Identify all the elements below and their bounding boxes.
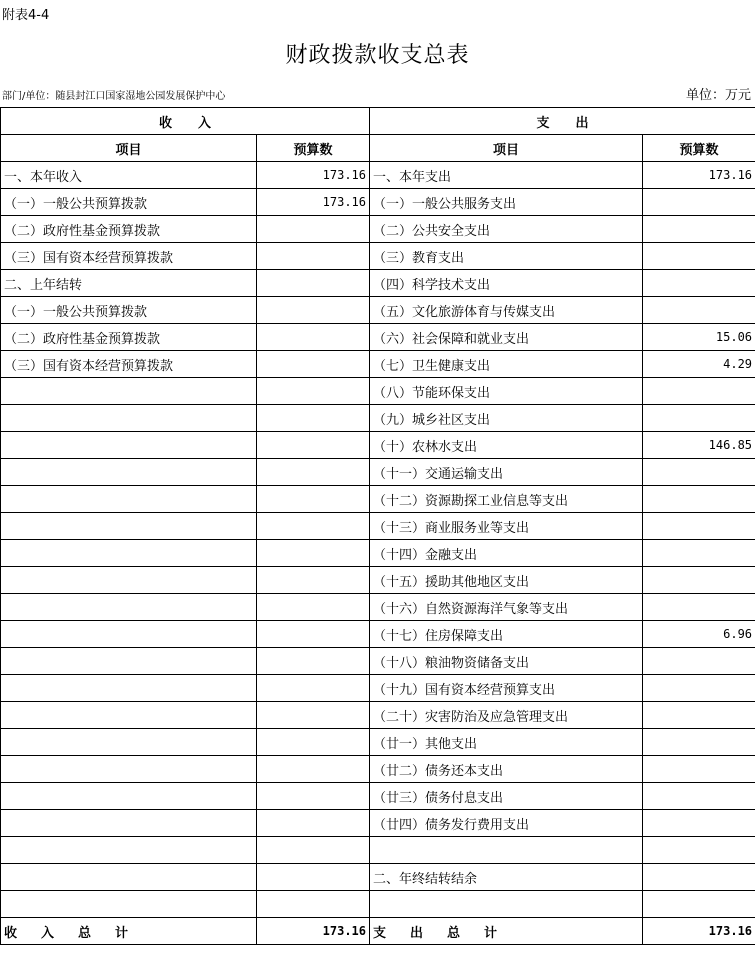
expense-budget-cell: 15.06 (643, 324, 755, 351)
table-row (1, 621, 755, 648)
income-budget-cell (257, 432, 370, 459)
table-row (1, 405, 755, 432)
income-item-cell: （一）一般公共预算拨款 (1, 189, 257, 216)
income-budget-cell (257, 648, 370, 675)
column-header-row (1, 135, 755, 162)
table-row (1, 864, 755, 891)
income-item-cell (1, 621, 257, 648)
income-item-cell (1, 891, 257, 918)
expense-total-label: 支出总计 (370, 918, 643, 945)
income-item-cell (1, 837, 257, 864)
expense-item-cell (370, 837, 643, 864)
expense-item-cell: （十八）粮油物资储备支出 (370, 648, 643, 675)
expense-item-cell: （六）社会保障和就业支出 (370, 324, 643, 351)
expense-budget-cell: 4.29 (643, 351, 755, 378)
income-item-cell (1, 513, 257, 540)
expense-item-cell: （四）科学技术支出 (370, 270, 643, 297)
expense-budget-cell (643, 756, 755, 783)
income-budget-cell (257, 621, 370, 648)
income-item-cell (1, 648, 257, 675)
expense-budget-cell (643, 513, 755, 540)
income-budget-cell (257, 351, 370, 378)
income-budget-cell (257, 783, 370, 810)
table-row (1, 432, 755, 459)
income-item-cell (1, 864, 257, 891)
expense-budget-cell (643, 567, 755, 594)
income-item-cell (1, 378, 257, 405)
table-row (1, 459, 755, 486)
income-budget-cell (257, 891, 370, 918)
income-item-cell (1, 486, 257, 513)
expense-budget-cell (643, 810, 755, 837)
income-item-cell (1, 756, 257, 783)
expense-budget-cell: 146.85 (643, 432, 755, 459)
income-item-cell (1, 783, 257, 810)
income-item-cell: （二）政府性基金预算拨款 (1, 324, 257, 351)
table-row (1, 756, 755, 783)
appendix-label: 附表4-4 (2, 8, 50, 23)
table-row (1, 783, 755, 810)
table-row (1, 216, 755, 243)
expense-budget-cell (643, 891, 755, 918)
table-row (1, 837, 755, 864)
income-item-cell (1, 432, 257, 459)
expense-budget-cell: 6.96 (643, 621, 755, 648)
income-item-cell (1, 702, 257, 729)
income-budget-header: 预算数 (257, 135, 370, 162)
income-budget-cell (257, 243, 370, 270)
table-row (1, 567, 755, 594)
expense-budget-cell (643, 783, 755, 810)
expense-budget-header: 预算数 (643, 135, 755, 162)
expense-item-cell: （十二）资源勘探工业信息等支出 (370, 486, 643, 513)
expense-item-cell: 一、本年支出 (370, 162, 643, 189)
income-budget-cell (257, 810, 370, 837)
expense-item-cell: （十）农林水支出 (370, 432, 643, 459)
expense-budget-cell (643, 540, 755, 567)
expense-budget-cell (643, 675, 755, 702)
expense-item-cell: （廿二）债务还本支出 (370, 756, 643, 783)
table-row (1, 702, 755, 729)
income-budget-cell (257, 567, 370, 594)
table-row (1, 594, 755, 621)
table-row (1, 891, 755, 918)
income-item-cell: （三）国有资本经营预算拨款 (1, 351, 257, 378)
income-item-cell (1, 459, 257, 486)
table-row (1, 351, 755, 378)
income-item-cell (1, 540, 257, 567)
expense-item-cell: （七）卫生健康支出 (370, 351, 643, 378)
income-budget-cell (257, 378, 370, 405)
income-budget-cell (257, 297, 370, 324)
expense-budget-cell (643, 405, 755, 432)
expense-item-cell: （廿四）债务发行费用支出 (370, 810, 643, 837)
income-item-header: 项目 (1, 135, 257, 162)
table-row (1, 675, 755, 702)
income-budget-cell (257, 405, 370, 432)
expense-budget-cell (643, 378, 755, 405)
expense-budget-cell (643, 594, 755, 621)
income-budget-cell (257, 729, 370, 756)
income-item-cell: （三）国有资本经营预算拨款 (1, 243, 257, 270)
expense-item-cell: （一）一般公共服务支出 (370, 189, 643, 216)
income-item-cell: 一、本年收入 (1, 162, 257, 189)
table-row (1, 162, 755, 189)
income-budget-cell (257, 540, 370, 567)
income-budget-cell (257, 459, 370, 486)
expense-budget-cell (643, 243, 755, 270)
page-title: 财政拨款收支总表 (285, 43, 470, 68)
expense-budget-cell (643, 486, 755, 513)
income-item-cell (1, 810, 257, 837)
income-budget-cell (257, 756, 370, 783)
income-budget-cell (257, 270, 370, 297)
income-budget-cell: 173.16 (257, 189, 370, 216)
table-row (1, 648, 755, 675)
income-item-cell: （二）政府性基金预算拨款 (1, 216, 257, 243)
income-item-cell (1, 405, 257, 432)
table-row (1, 729, 755, 756)
unit-label: 单位：万元 (685, 88, 751, 103)
expense-budget-cell (643, 864, 755, 891)
income-item-cell (1, 594, 257, 621)
income-budget-cell (257, 702, 370, 729)
table-row (1, 270, 755, 297)
expense-item-cell: （十七）住房保障支出 (370, 621, 643, 648)
table-row (1, 810, 755, 837)
expense-item-cell: （八）节能环保支出 (370, 378, 643, 405)
expense-item-cell: （十一）交通运输支出 (370, 459, 643, 486)
expense-budget-cell (643, 702, 755, 729)
expense-item-cell: （二）公共安全支出 (370, 216, 643, 243)
income-item-cell (1, 567, 257, 594)
income-item-cell: 二、上年结转 (1, 270, 257, 297)
expense-item-cell: （廿一）其他支出 (370, 729, 643, 756)
section-header-row (1, 108, 755, 135)
expense-item-cell: （廿三）债务付息支出 (370, 783, 643, 810)
income-item-cell (1, 729, 257, 756)
income-item-cell (1, 675, 257, 702)
income-budget-cell (257, 486, 370, 513)
income-budget-cell (257, 594, 370, 621)
expense-item-cell: （二十）灾害防治及应急管理支出 (370, 702, 643, 729)
income-budget-cell: 173.16 (257, 162, 370, 189)
expense-budget-cell (643, 729, 755, 756)
income-total-label: 收入总计 (1, 918, 257, 945)
income-total-value: 173.16 (257, 918, 370, 945)
table-row (1, 297, 755, 324)
expense-budget-cell (643, 297, 755, 324)
department-label: 部门/单位：随县封江口国家湿地公园发展保护中心 (2, 91, 226, 102)
expense-item-cell: （十三）商业服务业等支出 (370, 513, 643, 540)
income-budget-cell (257, 864, 370, 891)
totals-row (1, 918, 755, 945)
expense-budget-cell (643, 216, 755, 243)
income-section-header: 收 入 (1, 108, 370, 135)
income-budget-cell (257, 324, 370, 351)
table-row (1, 378, 755, 405)
expense-budget-cell (643, 189, 755, 216)
budget-table (0, 107, 755, 945)
income-item-cell: （一）一般公共预算拨款 (1, 297, 257, 324)
expense-item-cell: （三）教育支出 (370, 243, 643, 270)
expense-section-header: 支 出 (370, 108, 755, 135)
table-row (1, 513, 755, 540)
expense-item-cell: （十九）国有资本经营预算支出 (370, 675, 643, 702)
income-budget-cell (257, 837, 370, 864)
expense-budget-cell (643, 648, 755, 675)
expense-total-value: 173.16 (643, 918, 755, 945)
expense-item-cell: （十四）金融支出 (370, 540, 643, 567)
expense-item-cell: （九）城乡社区支出 (370, 405, 643, 432)
expense-item-cell: （十六）自然资源海洋气象等支出 (370, 594, 643, 621)
income-budget-cell (257, 216, 370, 243)
expense-item-cell: （十五）援助其他地区支出 (370, 567, 643, 594)
expense-budget-cell (643, 270, 755, 297)
expense-budget-cell: 173.16 (643, 162, 755, 189)
table-row (1, 324, 755, 351)
expense-item-cell (370, 891, 643, 918)
expense-item-cell: 二、年终结转结余 (370, 864, 643, 891)
expense-budget-cell (643, 459, 755, 486)
table-row (1, 540, 755, 567)
expense-budget-cell (643, 837, 755, 864)
table-row (1, 243, 755, 270)
expense-item-cell: （五）文化旅游体育与传媒支出 (370, 297, 643, 324)
table-row (1, 486, 755, 513)
income-budget-cell (257, 675, 370, 702)
table-row (1, 189, 755, 216)
income-budget-cell (257, 513, 370, 540)
expense-item-header: 项目 (370, 135, 643, 162)
